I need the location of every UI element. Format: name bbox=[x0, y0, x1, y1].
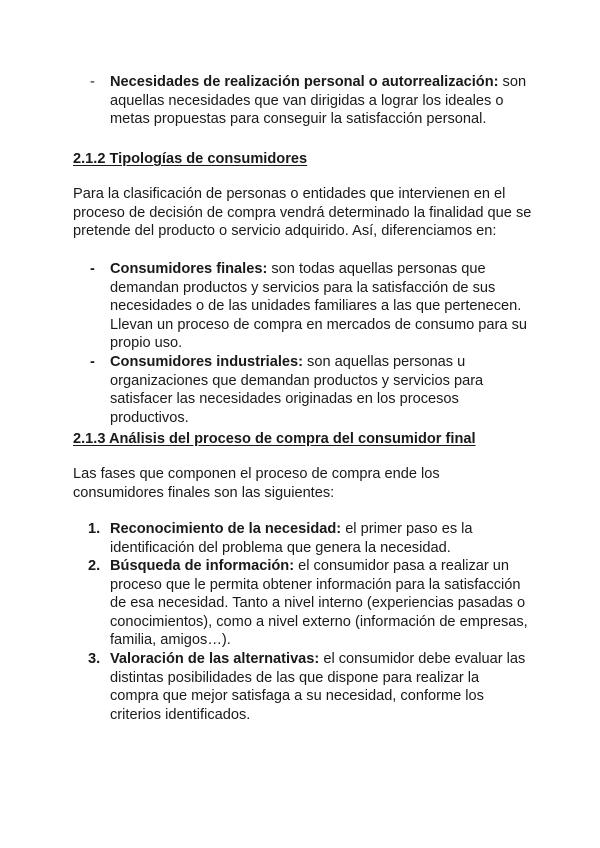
item-text: el consumidor pasa a realizar un proceso que le permita obtener información para la satisfacción de esa necesidad. Tanto a nivel interno (experiencias pasadas o conocimientos), como a nivel externo (información de empresas, familia, amigos…). bbox=[110, 558, 528, 649]
section-heading: 2.1.2 Tipologías de consumidores bbox=[73, 151, 308, 167]
dash-bullet: - bbox=[90, 354, 95, 370]
numbered-item bbox=[88, 520, 530, 557]
list-item bbox=[90, 73, 530, 129]
section-heading: 2.1.3 Análisis del proceso de compra del consumidor final bbox=[73, 431, 476, 447]
item-term: Consumidores finales: bbox=[110, 261, 268, 277]
list-number: 2. bbox=[88, 558, 101, 574]
dash-bullet: - bbox=[90, 74, 95, 90]
item-term: Consumidores industriales: bbox=[110, 354, 303, 370]
item-text: el primer paso es la identificación del problema que genera la necesidad. bbox=[110, 521, 473, 556]
dash-bullet: - bbox=[90, 261, 95, 277]
numbered-item bbox=[88, 557, 530, 650]
list-item bbox=[90, 353, 530, 427]
list-item bbox=[90, 260, 530, 353]
item-text: el consumidor debe evaluar las distintas posibilidades de las que dispone para realizar la compra que mejor satisfaga a su necesidad, conforme los criterios identificados. bbox=[110, 651, 526, 723]
paragraph: Para la clasificación de personas o entidades que intervienen en el proceso de decisión de compra vendrá determinado la finalidad que se pretende del producto o servicio adquirido. Así, diferenciamos en: bbox=[73, 186, 532, 240]
item-text: son aquellas personas u organizaciones que demandan productos y servicios para satisfacer las necesidades originadas en los procesos productivos. bbox=[110, 354, 484, 426]
paragraph: Las fases que componen el proceso de compra ende los consumidores finales son las siguientes: bbox=[73, 466, 440, 501]
item-term: Valoración de las alternativas: bbox=[110, 651, 320, 667]
item-term: Reconocimiento de la necesidad: bbox=[110, 521, 342, 537]
item-term: Búsqueda de información: bbox=[110, 558, 295, 574]
item-text: son aquellas necesidades que van dirigidas a lograr los ideales o metas propuestas para conseguir la satisfacción personal. bbox=[110, 74, 527, 128]
item-text: son todas aquellas personas que demandan productos y servicios para la satisfacción de sus necesidades o de las unidades familiares a las que pertenecen. Llevan un proceso de compra en mercados de consumo para su propio uso. bbox=[110, 261, 527, 352]
item-term: Necesidades de realización personal o autorrealización: bbox=[110, 74, 499, 90]
list-number: 1. bbox=[88, 521, 101, 537]
list-number: 3. bbox=[88, 651, 101, 667]
numbered-item bbox=[88, 650, 530, 724]
